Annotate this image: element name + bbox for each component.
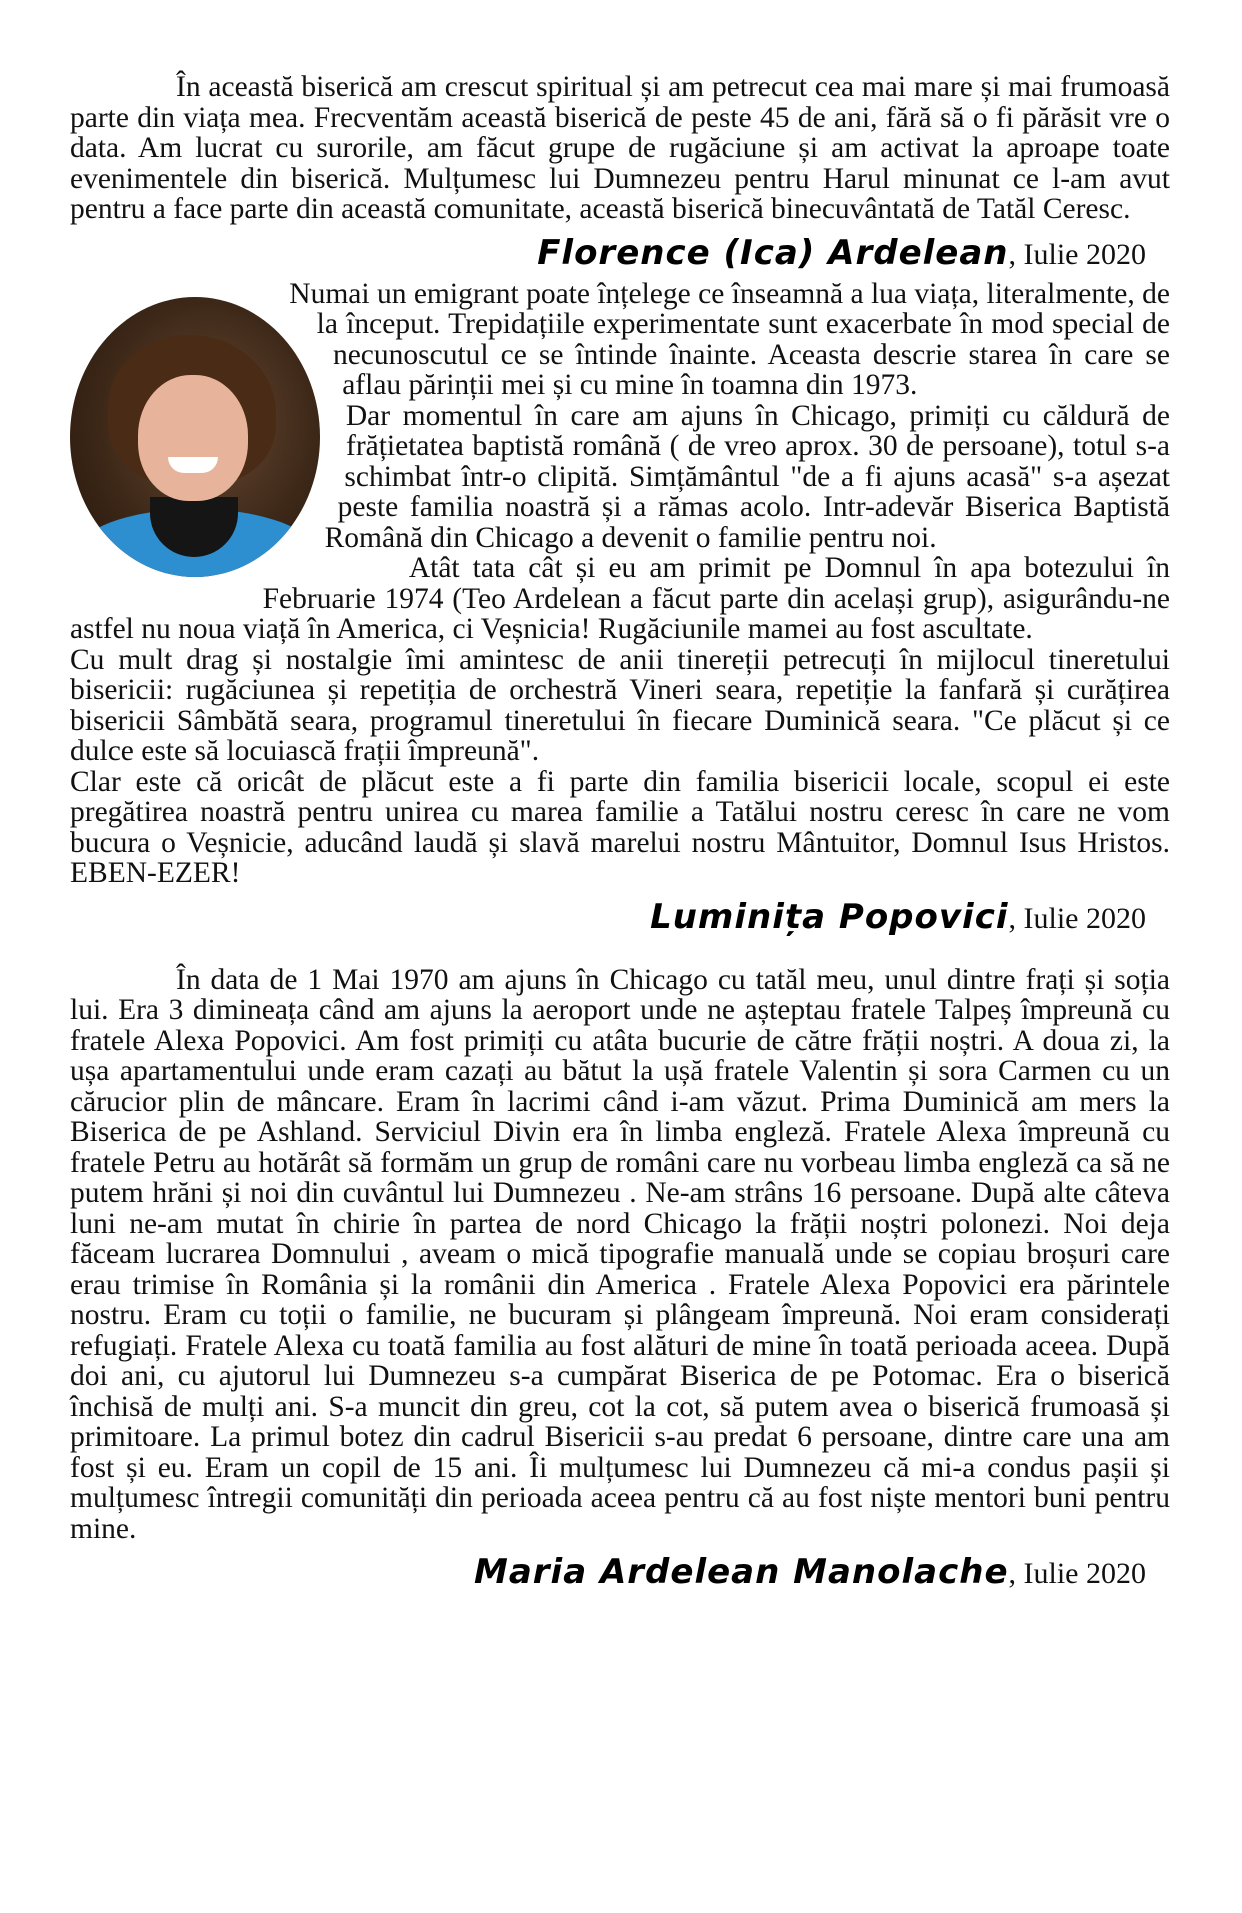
signature-line-2 — [70, 893, 1146, 943]
signature-date-1: , Iulie 2020 — [1008, 237, 1146, 271]
portrait-photo — [70, 297, 332, 597]
signature-maria: Maria Ardelean Manolache — [474, 1552, 1009, 1592]
signature-date-3: , Iulie 2020 — [1008, 1557, 1146, 1590]
signature-date-2: , Iulie 2020 — [1008, 901, 1146, 935]
testimony-paragraph-2a: Numai un emigrant poate înțelege ce înseamnă a lua viața, literalmente, de la început. Trepidațiile experimentate sunt exacerbate în mod special de necunoscutul ce se întinde înainte. Aceasta descrie starea în care se aflau părinții mei și cu mine în toamna din 1973. — [289, 277, 1170, 401]
portrait-image — [70, 297, 320, 577]
testimony-paragraph-2d: Cu mult drag și nostalgie îmi amintesc de anii tinereții petrecuți în mijlocul tineretului bisericii: rugăciunea și repetiția de orchestră Vineri seara, repetiție la fanfară și curățirea bisericii Sâmbătă seara, programul tineretului în fiecare Duminică seara. "Ce plăcut și ce dulce este să locuiască frații împreună". — [70, 643, 1170, 767]
testimony-paragraph-2c: Atât tata cât și eu am primit pe Domnul în apa botezului în Februarie 1974 (Teo Ardelean a făcut parte din același grup), asigurându-ne astfel nu noua viață în America, ci Veșnicia! Rugăciunile mamei au fost ascultate. — [70, 552, 1170, 645]
signature-line-1 — [70, 229, 1146, 279]
testimony-paragraph-2b: Dar momentul în care am ajuns în Chicago, primiți cu căldură de frățietatea baptistă română ( de vreo aprox. 30 de persoane), totul s-a schimbat într-o clipită. Simțământul "de a fi ajuns acasă" s-a așezat peste familia noastră și a rămas acolo. Intr-adevăr Biserica Baptistă Română din Chicago a devenit o familie pentru noi. — [324, 399, 1170, 554]
testimony-paragraph-3: În data de 1 Mai 1970 am ajuns în Chicago cu tatăl meu, unul dintre frați și soția lui. Era 3 dimineața când am ajuns la aeroport unde ne așteptau fratele Talpeș împreună cu fratele Alexa Popovici. Am fost primiți cu atâta bucurie de către frății noștri. A doua zi, la ușa apartamentului unde eram cazați au bătut la ușă fratele Valentin și sora Carmen cu un cărucior plin de mâncare. Eram în lacrimi când i-am văzut. Prima Duminică am mers la Biserica de pe Ashland. Serviciul Divin era în limba engleză. Fratele Alexa împreună cu fratele Petru au hotărât să formăm un grup de români care nu vorbeau limba engleză ca să ne putem hrăni și noi din cuvântul lui Dumnezeu . Ne-am strâns 16 persoane. După alte câteva luni ne-am mutat în chirie în partea de nord Chicago la frății noștri polonezi. Noi deja făceam lucrarea Domnului , aveam o mică tipografie manuală unde se copiau broșuri care erau trimise în România și la românii din America . Fratele Alexa Popovici era părintele nostru. Eram cu toții o familie, ne bucuram și plângeam împreună. Noi eram considerați refugiați. Fratele Alexa cu toată familia au fost alături de mine în toată perioada aceea. După doi ani, cu ajutorul lui Dumnezeu s-a cumpărat Biserica de pe Potomac. Era o biserică închisă de mulți ani. S-a muncit din greu, cot la cot, să putem avea o biserică frumoasă și primitoare. La primul botez din cadrul Bisericii s-au predat 6 persoane, dintre care una am fost și eu. Eram un copil de 15 ani. Îi mulțumesc lui Dumnezeu că mi-a condus pașii și mulțumesc întregii comunități din perioada aceea pentru că au fost niște mentori buni pentru mine. — [70, 963, 1170, 1545]
testimony-paragraph-1: În această biserică am crescut spiritual și am petrecut cea mai mare și mai frumoasă parte din viața mea. Frecventăm această biserică de peste 45 de ani, fără să o fi părăsit vre o data. Am lucrat cu surorile, am făcut grupe de rugăciune și am activat la aproape toate evenimentele din biserică. Mulțumesc lui Dumnezeu pentru Harul minunat ce l-am avut pentru a face parte din această comunitate, această biserică binecuvântată de Tatăl Ceresc. — [70, 71, 1170, 225]
signature-line-3 — [70, 1548, 1146, 1598]
signature-florence: Florence (Ica) Ardelean — [537, 232, 1009, 273]
signature-luminita: Luminița Popovici — [650, 896, 1009, 937]
document-page — [70, 72, 1170, 1598]
testimony-paragraph-2e: Clar este că oricât de plăcut este a fi parte din familia bisericii locale, scopul ei este pregătirea noastră pentru unirea cu marea familie a Tatălui nostru ceresc în care ne vom bucura o Veșnicie, aducând laudă și slavă marelui nostru Mântuitor, Domnul Isus Hristos. EBEN-EZER! — [70, 765, 1170, 889]
